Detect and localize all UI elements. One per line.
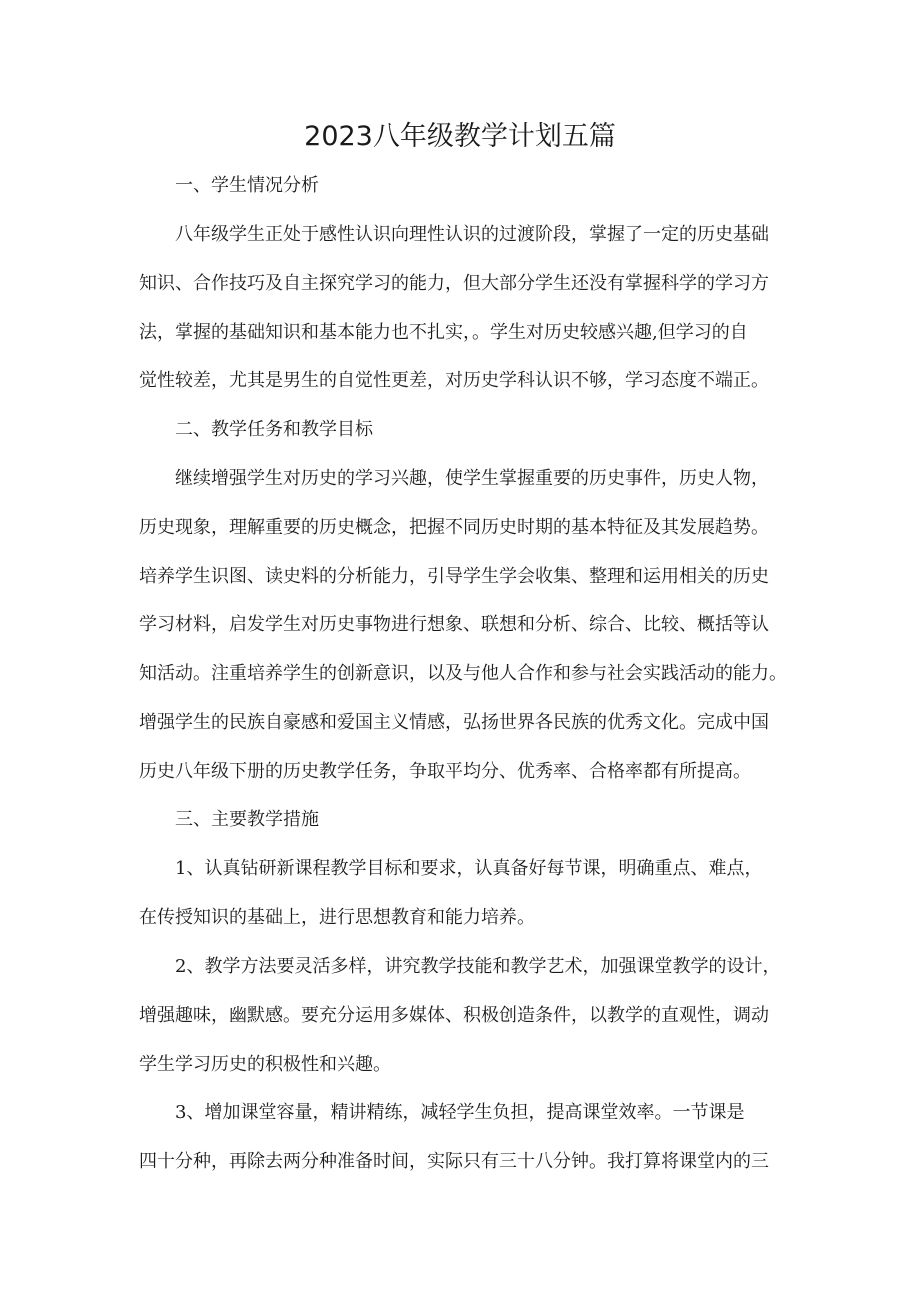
heading-text: 三、主要教学措施 [175,809,319,830]
section-heading-2 [139,406,789,455]
paragraph-line: 历史八年级下册的历史教学任务，争取平均分、优秀率、合格率都有所提高。 [139,760,751,782]
paragraph-measure-2 [139,943,789,1089]
paragraph-line: 八年级学生正处于感性认识向理性认识的过渡阶段，掌握了一定的历史基础 [175,224,769,245]
paragraph-line: 培养学生识图、读史料的分析能力，引导学生学会收集、整理和运用相关的历史 [139,565,769,587]
paragraph-line: 继续增强学生对历史的学习兴趣，使学生掌握重要的历史事件，历史人物， [175,468,769,489]
paragraph-measure-1 [139,845,789,943]
document-title: 2023八年级教学计划五篇 [304,121,616,152]
paragraph-line: 觉性较差，尤其是男生的自觉性更差，对历史学科认识不够，学习态度不端正。 [139,370,769,392]
paragraph-line: 学生学习历史的积极性和兴趣。 [139,1053,391,1075]
paragraph-line: 3、增加课堂容量，精讲精练，减轻学生负担，提高课堂效率。一节课是 [175,1102,745,1123]
section-heading-3 [139,796,789,845]
heading-text: 二、教学任务和教学目标 [175,419,373,440]
paragraph-line: 2、教学方法要灵活多样，讲究教学技能和教学艺术，加强课堂教学的设计， [175,956,781,977]
paragraph-line: 1、认真钻研新课程教学目标和要求，认真备好每节课，明确重点、难点， [175,858,763,879]
paragraph-line: 历史现象，理解重要的历史概念，把握不同历史时期的基本特征及其发展趋势。 [139,516,769,538]
heading-text: 一、学生情况分析 [175,175,319,196]
section-heading-1 [139,162,789,211]
paragraph-line: 在传授知识的基础上，进行思想教育和能力培养。 [139,906,535,928]
paragraph-line: 四十分种，再除去两分种准备时间，实际只有三十八分钟。我打算将课堂内的三 [139,1150,769,1172]
paragraph-teaching-goals [139,455,789,797]
paragraph-measure-3 [139,1089,789,1187]
paragraph-line: 增强趣味，幽默感。要充分运用多媒体、积极创造条件，以教学的直观性，调动 [139,1004,769,1026]
paragraph-line: 知识、合作技巧及自主探究学习的能力，但大部分学生还没有掌握科学的学习方 [139,272,769,294]
paragraph-student-analysis [139,211,789,406]
paragraph-line: 学习材料，启发学生对历史事物进行想象、联想和分析、综合、比较、概括等认 [139,614,769,636]
paragraph-line: 知活动。注重培养学生的创新意识，以及与他人合作和参与社会实践活动的能力。 [139,663,787,685]
paragraph-line: 增强学生的民族自豪感和爱国主义情感，弘扬世界各民族的优秀文化。完成中国 [139,711,769,733]
paragraph-line: 法，掌握的基础知识和基本能力也不扎实，。学生对历史较感兴趣,但学习的自 [139,321,748,343]
